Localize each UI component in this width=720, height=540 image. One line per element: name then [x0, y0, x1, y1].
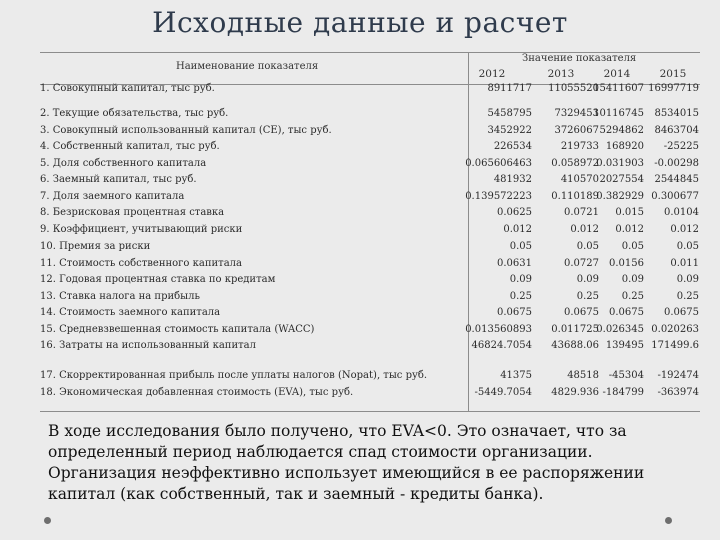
- table-row: [0, 387, 720, 403]
- row-label: 1. Совокупный капитал, тыс руб.: [40, 83, 215, 94]
- value-cell-2013: 410570: [560, 174, 599, 185]
- row-label: 17. Скорректированная прибыль после уплаты налогов (Nopat), тыс руб.: [40, 370, 428, 381]
- table-row: [0, 191, 720, 207]
- conclusion-text: В ходе исследования было получено, что EVA<0. Это означает, что за определенный период наблюдается спад стоимости организации. Организация неэффективно использует имеющийся в ее распоряжении капитал (как собственный, так и заемный - кредиты банка).: [48, 422, 645, 503]
- value-cell-2015: 0.012: [670, 224, 699, 235]
- value-cell-2015: 2544845: [654, 174, 699, 185]
- row-label: 16. Затраты на использованный капитал: [40, 340, 256, 351]
- row-label: 5. Доля собственного капитала: [40, 158, 207, 169]
- value-cell-2014: -45304: [608, 370, 644, 381]
- value-cell-2015: 0.25: [676, 291, 699, 302]
- value-cell-2014: 0.25: [621, 291, 644, 302]
- value-cell-2014: 168920: [605, 141, 644, 152]
- table-row: [0, 224, 720, 240]
- row-label: 13. Ставка налога на прибыль: [40, 291, 200, 302]
- value-cell-2012: 8911717: [487, 83, 532, 94]
- value-cell-2015: -25225: [663, 141, 699, 152]
- value-cell-2012: 0.05: [509, 241, 532, 252]
- value-cell-2012: 41375: [500, 370, 532, 381]
- value-cell-2014: 0.012: [615, 224, 644, 235]
- value-cell-2012: 46824.7054: [471, 340, 532, 351]
- value-cell-2015: 0.020263: [651, 324, 699, 335]
- value-cell-2014: 10116745: [593, 108, 644, 119]
- value-cell-2012: 0.013560893: [465, 324, 532, 335]
- row-label: 7. Доля заемного капитала: [40, 191, 185, 202]
- value-cell-2012: 0.0675: [497, 307, 532, 318]
- value-cell-2015: 0.300677: [651, 191, 699, 202]
- value-cell-2013: 0.0721: [564, 207, 599, 218]
- table-row: [0, 274, 720, 290]
- table-row: [0, 108, 720, 124]
- value-cell-2014: 0.026345: [596, 324, 644, 335]
- year-header-2013: 2013: [547, 68, 575, 80]
- value-cell-2012: 3452922: [487, 125, 532, 136]
- value-cell-2015: 8463704: [654, 125, 699, 136]
- value-cell-2012: 0.09: [509, 274, 532, 285]
- table-row: [0, 340, 720, 356]
- value-column-header: Значение показателя: [522, 53, 637, 64]
- table-row: [0, 241, 720, 257]
- value-cell-2013: 0.0675: [564, 307, 599, 318]
- value-cell-2012: 0.0631: [497, 258, 532, 269]
- value-cell-2012: 226534: [493, 141, 532, 152]
- row-label: 9. Коэффициент, учитывающий риски: [40, 224, 243, 235]
- row-label: 10. Премия за риски: [40, 241, 151, 252]
- value-cell-2014: -184799: [602, 387, 644, 398]
- table-row: [0, 258, 720, 274]
- value-cell-2015: 0.05: [676, 241, 699, 252]
- value-cell-2012: -5449.7054: [474, 387, 532, 398]
- value-cell-2015: 0.09: [676, 274, 699, 285]
- row-label: 15. Средневзвешенная стоимость капитала (WACC): [40, 324, 315, 335]
- value-cell-2012: 0.0625: [497, 207, 532, 218]
- row-label: 14. Стоимость заемного капитала: [40, 307, 221, 318]
- value-cell-2015: 8534015: [654, 108, 699, 119]
- value-cell-2015: -363974: [657, 387, 699, 398]
- value-cell-2013: 0.012: [570, 224, 599, 235]
- value-cell-2014: 0.09: [621, 274, 644, 285]
- value-cell-2015: 0.0675: [664, 307, 699, 318]
- value-cell-2013: 0.09: [576, 274, 599, 285]
- table-row: [0, 207, 720, 223]
- table-row: [0, 158, 720, 174]
- row-label: 4. Собственный капитал, тыс руб.: [40, 141, 220, 152]
- value-cell-2014: 0.015: [615, 207, 644, 218]
- value-cell-2013: 0.110189: [551, 191, 599, 202]
- year-header-2014: 2014: [603, 68, 631, 80]
- value-cell-2014: 139495: [605, 340, 644, 351]
- value-cell-2015: -192474: [657, 370, 699, 381]
- value-cell-2015: 0.0104: [664, 207, 699, 218]
- bullet-marker-right: [665, 517, 672, 524]
- value-cell-2012: 0.012: [503, 224, 532, 235]
- value-cell-2014: 0.05: [621, 241, 644, 252]
- year-header-2012: 2012: [478, 68, 506, 80]
- value-cell-2014: 2027554: [599, 174, 644, 185]
- row-label: 8. Безрисковая процентная ставка: [40, 207, 225, 218]
- value-cell-2014: 0.0156: [609, 258, 644, 269]
- table-row: [0, 324, 720, 340]
- value-cell-2014: 0.031903: [596, 158, 644, 169]
- value-cell-2013: 43688.06: [551, 340, 599, 351]
- name-column-header: Наименование показателя: [176, 61, 319, 72]
- value-cell-2013: 219733: [560, 141, 599, 152]
- value-cell-2013: 48518: [567, 370, 599, 381]
- value-cell-2013: 3726067: [554, 125, 599, 136]
- value-cell-2013: 11055520: [548, 83, 599, 94]
- table-row: [0, 291, 720, 307]
- row-label: 3. Совокупный использованный капитал (CE), тыс руб.: [40, 125, 332, 136]
- value-cell-2015: 16997719: [648, 83, 699, 94]
- value-cell-2015: 171499.6: [651, 340, 699, 351]
- table-row: [0, 370, 720, 386]
- value-cell-2012: 481932: [493, 174, 532, 185]
- value-cell-2015: 0.011: [670, 258, 699, 269]
- value-cell-2013: 0.058972: [551, 158, 599, 169]
- table-row: [0, 125, 720, 141]
- table-row: [0, 83, 720, 99]
- value-cell-2014: 5294862: [599, 125, 644, 136]
- value-cell-2012: 0.065606463: [465, 158, 532, 169]
- value-cell-2012: 5458795: [487, 108, 532, 119]
- value-cell-2014: 0.382929: [596, 191, 644, 202]
- row-label: 11. Стоимость собственного капитала: [40, 258, 242, 269]
- value-cell-2013: 0.0727: [564, 258, 599, 269]
- table-bottom-border: [40, 411, 700, 412]
- table-row: [0, 174, 720, 190]
- value-cell-2014: 15411607: [593, 83, 644, 94]
- value-cell-2014: 0.0675: [609, 307, 644, 318]
- value-cell-2013: 7329453: [554, 108, 599, 119]
- value-cell-2015: -0.00298: [654, 158, 699, 169]
- value-cell-2012: 0.139572223: [465, 191, 532, 202]
- value-cell-2013: 4829.936: [551, 387, 599, 398]
- value-cell-2013: 0.25: [576, 291, 599, 302]
- bullet-marker-left: [44, 517, 51, 524]
- value-cell-2013: 0.011725: [551, 324, 599, 335]
- value-cell-2012: 0.25: [509, 291, 532, 302]
- table-row: [0, 307, 720, 323]
- value-cell-2013: 0.05: [576, 241, 599, 252]
- row-label: 6. Заемный капитал, тыс руб.: [40, 174, 197, 185]
- table-row: [0, 141, 720, 157]
- row-label: 18. Экономическая добавленная стоимость (EVA), тыс руб.: [40, 387, 354, 398]
- year-header-2015: 2015: [659, 68, 687, 80]
- page-title: Исходные данные и расчет: [152, 6, 568, 39]
- row-label: 12. Годовая процентная ставка по кредитам: [40, 274, 276, 285]
- row-label: 2. Текущие обязательства, тыс руб.: [40, 108, 229, 119]
